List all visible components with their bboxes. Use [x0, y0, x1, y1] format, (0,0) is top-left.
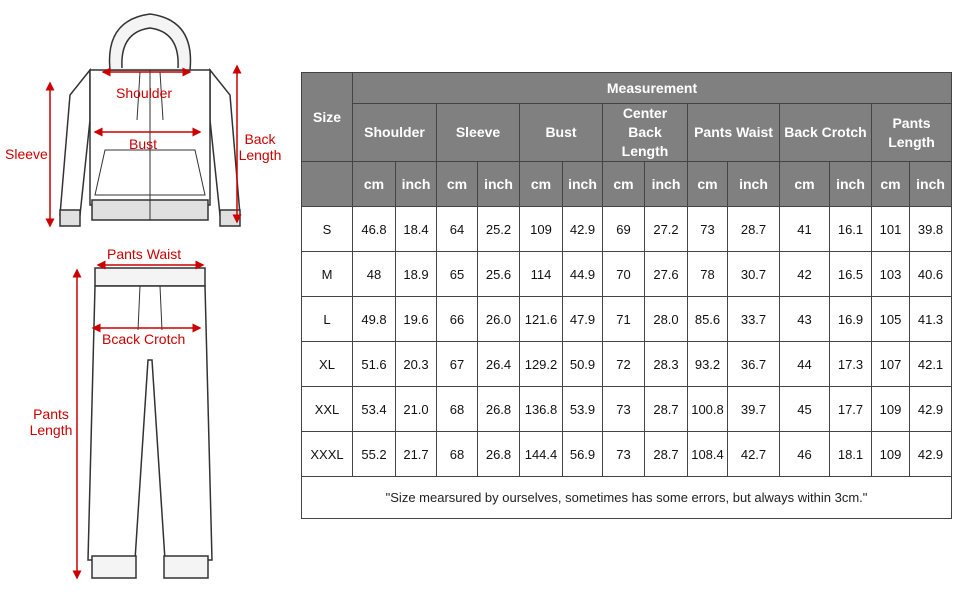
value-cell: 19.6 [396, 297, 437, 342]
value-cell: 21.7 [396, 432, 437, 477]
value-cell: 114 [520, 252, 563, 297]
pants-waist-label: Pants Waist [107, 246, 182, 262]
shoulder-label: Shoulder [116, 85, 173, 101]
value-cell: 42.1 [910, 342, 952, 387]
value-cell: 20.3 [396, 342, 437, 387]
back-crotch-label: Bcack Crotch [102, 331, 186, 347]
value-cell: 16.9 [830, 297, 872, 342]
garment-diagrams [0, 0, 300, 600]
value-cell: 33.7 [728, 297, 780, 342]
unit-blank-cell [302, 162, 353, 207]
value-cell: 93.2 [688, 342, 728, 387]
size-column-header: Size [302, 73, 353, 162]
value-cell: 27.2 [645, 207, 688, 252]
value-cell: 26.4 [478, 342, 520, 387]
value-cell: 39.8 [910, 207, 952, 252]
value-cell: 78 [688, 252, 728, 297]
value-cell: 46.8 [353, 207, 396, 252]
value-cell: 42.9 [563, 207, 603, 252]
table-row [302, 207, 952, 252]
value-cell: 18.1 [830, 432, 872, 477]
unit-header: cm [603, 162, 645, 207]
unit-header: inch [396, 162, 437, 207]
table-row [302, 387, 952, 432]
value-cell: 44 [780, 342, 830, 387]
value-cell: 18.4 [396, 207, 437, 252]
value-cell: 28.7 [645, 387, 688, 432]
table-row [302, 342, 952, 387]
group-header: Back Crotch [780, 104, 872, 162]
value-cell: 109 [872, 387, 910, 432]
size-cell: S [302, 207, 353, 252]
value-cell: 121.6 [520, 297, 563, 342]
value-cell: 41 [780, 207, 830, 252]
value-cell: 48 [353, 252, 396, 297]
measurement-group-row [302, 104, 952, 162]
group-header: Pants Waist [688, 104, 780, 162]
value-cell: 42.9 [910, 432, 952, 477]
unit-header: cm [780, 162, 830, 207]
unit-row [302, 162, 952, 207]
value-cell: 42.9 [910, 387, 952, 432]
size-cell: L [302, 297, 353, 342]
unit-header: cm [520, 162, 563, 207]
value-cell: 68 [437, 432, 478, 477]
value-cell: 66 [437, 297, 478, 342]
unit-header: inch [728, 162, 780, 207]
size-cell: XL [302, 342, 353, 387]
value-cell: 136.8 [520, 387, 563, 432]
unit-header: inch [645, 162, 688, 207]
value-cell: 28.7 [728, 207, 780, 252]
group-header: Center Back Length [603, 104, 688, 162]
value-cell: 46 [780, 432, 830, 477]
value-cell: 108.4 [688, 432, 728, 477]
value-cell: 44.9 [563, 252, 603, 297]
value-cell: 26.8 [478, 387, 520, 432]
unit-header: cm [872, 162, 910, 207]
value-cell: 16.1 [830, 207, 872, 252]
value-cell: 18.9 [396, 252, 437, 297]
size-cell: M [302, 252, 353, 297]
value-cell: 103 [872, 252, 910, 297]
value-cell: 28.7 [645, 432, 688, 477]
value-cell: 73 [603, 432, 645, 477]
value-cell: 73 [688, 207, 728, 252]
hoodie-illustration [60, 14, 240, 226]
value-cell: 42 [780, 252, 830, 297]
table-row [302, 297, 952, 342]
unit-header: inch [563, 162, 603, 207]
size-cell: XXL [302, 387, 353, 432]
value-cell: 36.7 [728, 342, 780, 387]
value-cell: 105 [872, 297, 910, 342]
value-cell: 42.7 [728, 432, 780, 477]
value-cell: 51.6 [353, 342, 396, 387]
value-cell: 25.2 [478, 207, 520, 252]
table-row [302, 252, 952, 297]
value-cell: 101 [872, 207, 910, 252]
value-cell: 26.0 [478, 297, 520, 342]
value-cell: 55.2 [353, 432, 396, 477]
value-cell: 17.3 [830, 342, 872, 387]
size-cell: XXXL [302, 432, 353, 477]
value-cell: 40.6 [910, 252, 952, 297]
unit-header: inch [478, 162, 520, 207]
value-cell: 47.9 [563, 297, 603, 342]
unit-header: cm [353, 162, 396, 207]
value-cell: 144.4 [520, 432, 563, 477]
value-cell: 107 [872, 342, 910, 387]
size-rows [302, 207, 952, 477]
group-header: Shoulder [353, 104, 437, 162]
value-cell: 72 [603, 342, 645, 387]
value-cell: 45 [780, 387, 830, 432]
value-cell: 27.6 [645, 252, 688, 297]
size-chart-table [301, 72, 952, 519]
value-cell: 16.5 [830, 252, 872, 297]
value-cell: 129.2 [520, 342, 563, 387]
value-cell: 56.9 [563, 432, 603, 477]
value-cell: 65 [437, 252, 478, 297]
value-cell: 71 [603, 297, 645, 342]
unit-header: inch [910, 162, 952, 207]
pants-length-label: Pants Length [29, 406, 73, 438]
table-row [302, 432, 952, 477]
group-header: Sleeve [437, 104, 520, 162]
back-length-label: Back Length [238, 131, 282, 163]
value-cell: 49.8 [353, 297, 396, 342]
value-cell: 68 [437, 387, 478, 432]
value-cell: 100.8 [688, 387, 728, 432]
value-cell: 21.0 [396, 387, 437, 432]
value-cell: 50.9 [563, 342, 603, 387]
group-header: Pants Length [872, 104, 952, 162]
value-cell: 67 [437, 342, 478, 387]
value-cell: 30.7 [728, 252, 780, 297]
value-cell: 26.8 [478, 432, 520, 477]
value-cell: 109 [872, 432, 910, 477]
measurement-header: Measurement [353, 73, 952, 104]
value-cell: 28.3 [645, 342, 688, 387]
size-note: "Size mearsured by ourselves, sometimes has some errors, but always within 3cm." [302, 477, 952, 519]
value-cell: 41.3 [910, 297, 952, 342]
value-cell: 85.6 [688, 297, 728, 342]
sleeve-label: Sleeve [5, 146, 48, 162]
value-cell: 109 [520, 207, 563, 252]
value-cell: 17.7 [830, 387, 872, 432]
bust-label: Bust [129, 136, 158, 152]
unit-header: cm [688, 162, 728, 207]
value-cell: 39.7 [728, 387, 780, 432]
value-cell: 43 [780, 297, 830, 342]
value-cell: 70 [603, 252, 645, 297]
unit-header: inch [830, 162, 872, 207]
pants-illustration [88, 268, 212, 578]
value-cell: 53.9 [563, 387, 603, 432]
value-cell: 53.4 [353, 387, 396, 432]
unit-header: cm [437, 162, 478, 207]
value-cell: 69 [603, 207, 645, 252]
value-cell: 73 [603, 387, 645, 432]
value-cell: 28.0 [645, 297, 688, 342]
group-header: Bust [520, 104, 603, 162]
value-cell: 64 [437, 207, 478, 252]
value-cell: 25.6 [478, 252, 520, 297]
